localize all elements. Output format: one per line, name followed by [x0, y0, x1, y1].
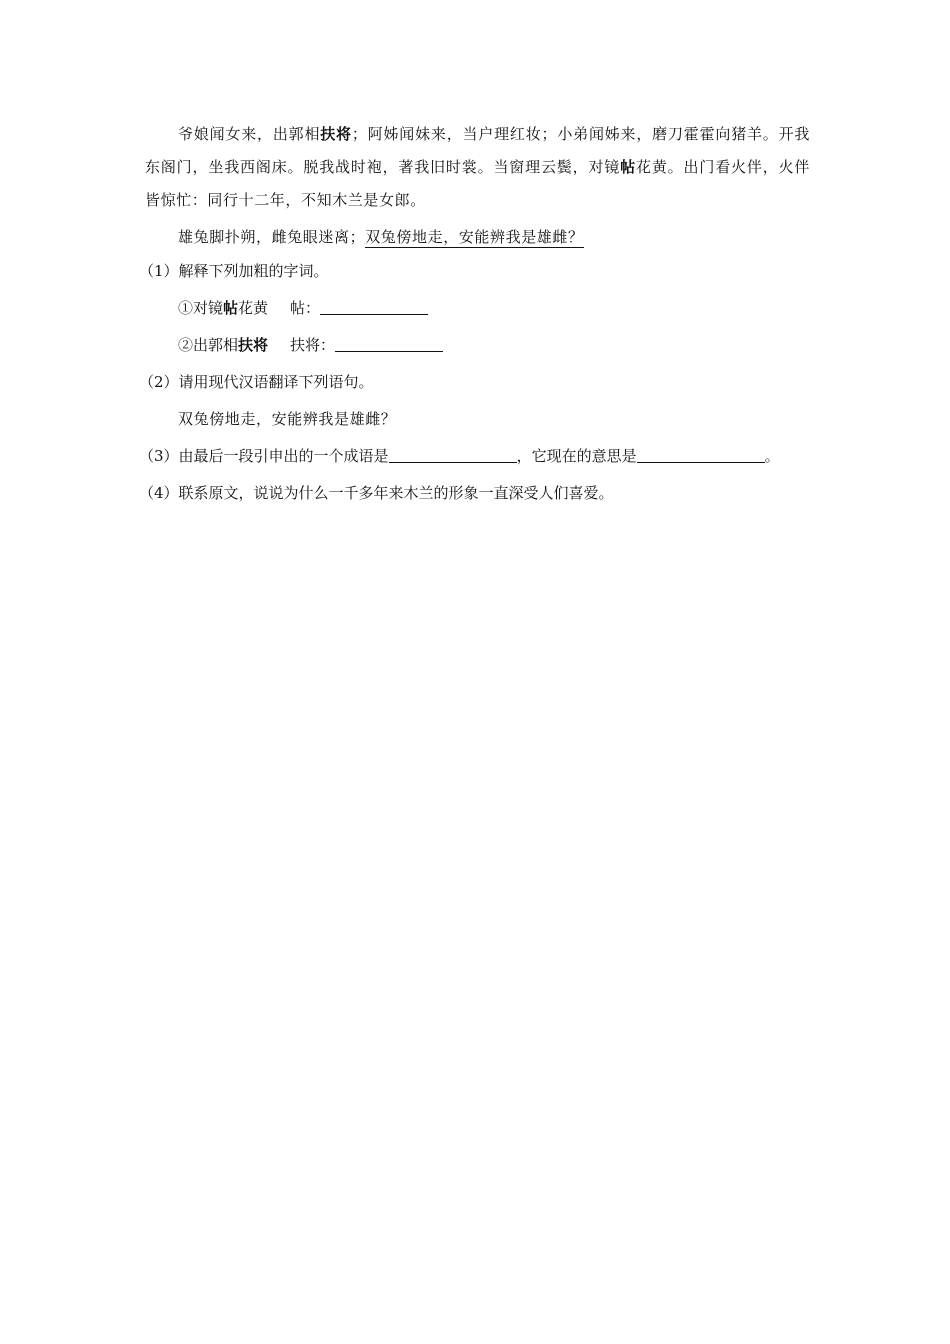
question-text: 由最后一段引申出的一个成语是 — [178, 447, 389, 465]
question-4 — [139, 483, 810, 520]
idiom-blank[interactable] — [389, 446, 517, 463]
question-text: 联系原文，说说为什么一千多年来木兰的形象一直深受人们喜爱。 — [178, 484, 614, 502]
passage-text: 爷娘闻女来，出郭相 — [178, 125, 321, 143]
question-number: （1） — [139, 262, 179, 280]
question-number: （4） — [139, 484, 179, 502]
question-3 — [139, 446, 810, 483]
item-label: 扶将： — [290, 336, 336, 354]
question-1 — [139, 261, 810, 298]
passage-text: ；阿姊闻妹来，当户理红妆；小弟闻姊来，磨刀霍霍向猪羊。开我东阁门，坐我西阁床。脱我战时袍，著我旧时裳。当窗理云鬓，对镜 — [145, 125, 811, 176]
answer-blank[interactable] — [320, 298, 428, 315]
question-text: 解释下列加粗的字词。 — [178, 262, 329, 280]
question-2 — [139, 372, 810, 409]
passage-paragraph-1 — [145, 118, 810, 217]
meaning-blank[interactable] — [637, 446, 765, 463]
translation-sentence: 双兔傍地走，安能辨我是雄雌？ — [178, 410, 397, 428]
document-page — [139, 118, 811, 520]
question-text: ，它现在的意思是 — [516, 447, 637, 465]
item-phrase: ②出郭相扶将 — [178, 336, 269, 354]
question-1-item-1 — [145, 298, 810, 335]
question-number: （2） — [139, 373, 179, 391]
question-text: 。 — [764, 447, 780, 465]
bold-term-fujiang: 扶将 — [320, 125, 352, 143]
question-text: 请用现代汉语翻译下列语句。 — [178, 373, 374, 391]
bold-term-tie: 帖 — [620, 158, 636, 176]
question-1-item-2 — [145, 335, 810, 372]
item-label: 帖： — [290, 299, 321, 317]
question-number: （3） — [139, 447, 179, 465]
passage-text: 花黄。出门看火伴，火伴皆惊忙：同行十二年，不知木兰是女郎。 — [145, 158, 810, 209]
item-phrase: ①对镜帖花黄 — [178, 299, 269, 317]
passage-text: 雄兔脚扑朔，雌兔眼迷离； — [178, 228, 366, 246]
underlined-sentence: 双兔傍地走，安能辨我是雄雌？ — [365, 228, 584, 246]
answer-blank[interactable] — [335, 335, 443, 352]
passage-paragraph-2 — [145, 221, 810, 254]
